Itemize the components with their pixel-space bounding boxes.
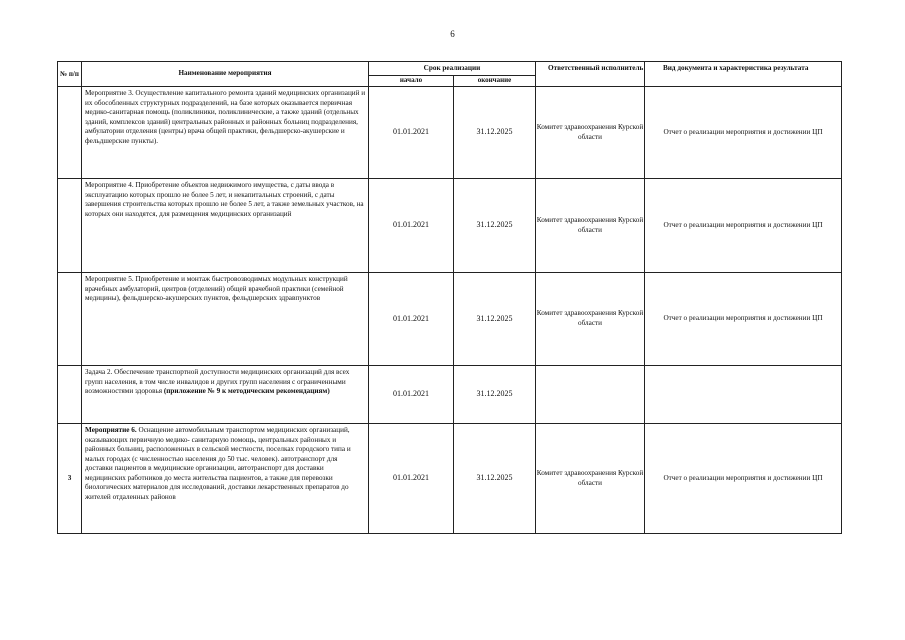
row-measure-name [82, 366, 369, 424]
row-measure-name [82, 179, 369, 273]
header-end: окончание [454, 76, 536, 87]
row-end-date: 31.12.2025 [454, 87, 536, 179]
row-end-date: 31.12.2025 [454, 366, 536, 424]
row-measure-name [82, 87, 369, 179]
row-measure-name [82, 424, 369, 534]
row-doc-type [645, 366, 842, 424]
measure-name-text: Мероприятие 5. Приобретение и монтаж быстровозводимых модульных конструкций врачебных амбулаторий, центров (отделений) общей врачебной практики (семейной медицины), фельдшерско-акушерских пунктов, фельдшерских здравпунктов [85, 275, 348, 303]
row-start-date: 01.01.2021 [369, 424, 454, 534]
row-end-date: 31.12.2025 [454, 273, 536, 366]
row-responsible [536, 366, 645, 424]
header-responsible: Ответственный исполнитель [536, 62, 645, 87]
row-start-date: 01.01.2021 [369, 273, 454, 366]
table-row [58, 366, 842, 424]
row-number [58, 87, 82, 179]
row-number [58, 179, 82, 273]
row-start-date: 01.01.2021 [369, 87, 454, 179]
header-doc: Вид документа и характеристика результата [645, 62, 842, 87]
row-doc-type: Отчет о реализации мероприятия и достижении ЦП [645, 424, 842, 534]
row-measure-name [82, 273, 369, 366]
measures-table [57, 61, 842, 534]
header-srok: Срок реализации [369, 62, 536, 76]
row-responsible: Комитет здравоохранения Курской области [536, 424, 645, 534]
row-doc-type: Отчет о реализации мероприятия и достижении ЦП [645, 179, 842, 273]
page-number: 6 [450, 29, 455, 39]
table-body [58, 87, 842, 534]
table-row [58, 87, 842, 179]
header-start: начало [369, 76, 454, 87]
measure-name-text: Задача 2. Обеспечение транспортной доступности медицинских организаций для всех групп населения, в том числе инвалидов и других групп населения с ограниченными возможностями здоровья [85, 368, 350, 396]
row-number [58, 273, 82, 366]
row-responsible: Комитет здравоохранения Курской области [536, 87, 645, 179]
table-row [58, 179, 842, 273]
row-doc-type: Отчет о реализации мероприятия и достижении ЦП [645, 273, 842, 366]
measure-name-text: Оснащение автомобильным транспортом медицинских организаций, оказывающих первичную медико- санитарную помощь, центральных районных и районных больниц, расположенных в сельской местности, поселках городского типа и малых городах (с численностью населения до 50 тыс. человек). автотранспорт для доставки пациентов в медицинские организации, автотранспорт для доставки медицинских работников до места жительства пациентов, а также для перевозки биологических материалов для исследований, доставки лекарственных препаратов до жителей отдаленных районов [85, 426, 351, 502]
row-end-date: 31.12.2025 [454, 179, 536, 273]
measure-name-bold-tail: (приложение № 9 к методическим рекомендациям) [163, 387, 330, 396]
header-name: Наименование мероприятия [82, 62, 369, 87]
row-start-date: 01.01.2021 [369, 366, 454, 424]
row-end-date: 31.12.2025 [454, 424, 536, 534]
row-start-date: 01.01.2021 [369, 179, 454, 273]
header-num: № п/п [58, 62, 82, 87]
measure-name-bold-lead: Мероприятие 6. [85, 426, 137, 434]
row-number [58, 366, 82, 424]
row-doc-type: Отчет о реализации мероприятия и достижении ЦП [645, 87, 842, 179]
table-row [58, 273, 842, 366]
measure-name-text: Мероприятие 4. Приобретение объектов недвижимого имущества, с даты ввода в эксплуатацию которых прошло не более 5 лет, и некапитальных строений, с даты завершения строительства которых прошло не более 5 лет, а также земельных участков, на которых они находятся, для размещения медицинских организаций [85, 181, 364, 218]
row-responsible: Комитет здравоохранения Курской области [536, 179, 645, 273]
row-responsible: Комитет здравоохранения Курской области [536, 273, 645, 366]
measure-name-text: Мероприятие 3. Осуществление капитального ремонта зданий медицинских организаций и их обособленных структурных подразделений, на базе которых оказывается первичная медико-санитарная помощь (поликлиники, поликлинические, а также зданий (отдельных зданий, комплексов зданий) центральных районных и районных больниц подразделения, амбулатории отделения (центры) врача общей практики, фельдшерско-акушерские и фельдшерские пункты). [85, 89, 366, 145]
table-row [58, 424, 842, 534]
row-number: 3 [58, 424, 82, 534]
